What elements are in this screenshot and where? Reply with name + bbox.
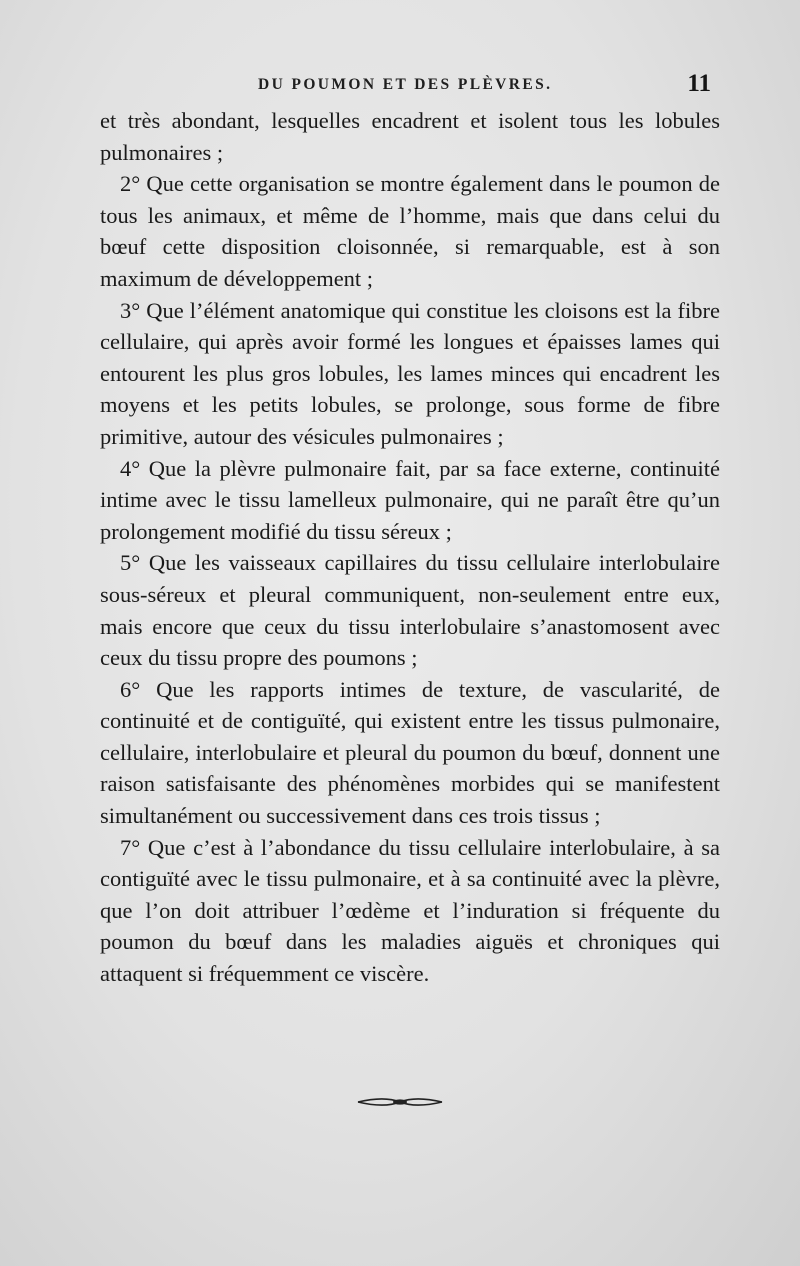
body-text [100, 105, 720, 990]
paragraph-point-2: 2° Que cette organisation se montre également dans le poumon de tous les animaux, et même de l’homme, mais que dans celui du bœuf cette disposition cloisonnée, si remarquable, est à son maximum de développement ; [100, 171, 720, 291]
running-title: DU POUMON ET DES PLÈVRES. [258, 76, 553, 93]
paragraph-point-4: 4° Que la plèvre pulmonaire fait, par sa face externe, continuité intime avec le tissu lamelleux pulmonaire, qui ne paraît être qu’un prolongement modifié du tissu séreux ; [100, 455, 720, 544]
paragraph-point-3: 3° Que l’élément anatomique qui constitue les cloisons est la fibre cellulaire, qui après avoir formé les longues et épaisses lames qui entourent les plus gros lobules, les lames minces qui encadrent les moyens et les petits lobules, se prolonge, sous forme de fibre primitive, autour des vésicules pulmonaires ; [100, 297, 720, 449]
end-ornament [350, 1092, 450, 1112]
paragraph-point-6: 6° Que les rapports intimes de texture, de vascularité, de continuité et de contiguïté, qui existent entre les tissus pulmonaire, cellulaire, interlobulaire et pleural du poumon du bœuf, donnent une raison satisfaisante des phénomènes morbides qui se manifestent simultanément ou successivement dans ces trois tissus ; [100, 676, 720, 829]
paragraph-continuation: et très abondant, lesquelles encadrent et isolent tous les lobules pulmonaires ; [100, 108, 720, 165]
page-header [100, 72, 715, 102]
page-number: 11 [687, 70, 711, 97]
paragraph-point-5: 5° Que les vaisseaux capillaires du tissu cellulaire interlobulaire sous-séreux et pleural communiquent, non-seulement entre eux, mais encore que ceux du tissu interlobulaire s’anastomosent avec ceux du tissu propre des poumons ; [100, 550, 720, 671]
paragraph-point-7: 7° Que c’est à l’abondance du tissu cellulaire interlobulaire, à sa contiguïté avec le tissu pulmonaire, et à sa continuité avec la plèvre, que l’on doit attribuer l’œdème et l’induration si fréquente du poumon du bœuf dans les maladies aiguës et chroniques qui attaquent si fréquemment ce viscère. [100, 834, 720, 987]
